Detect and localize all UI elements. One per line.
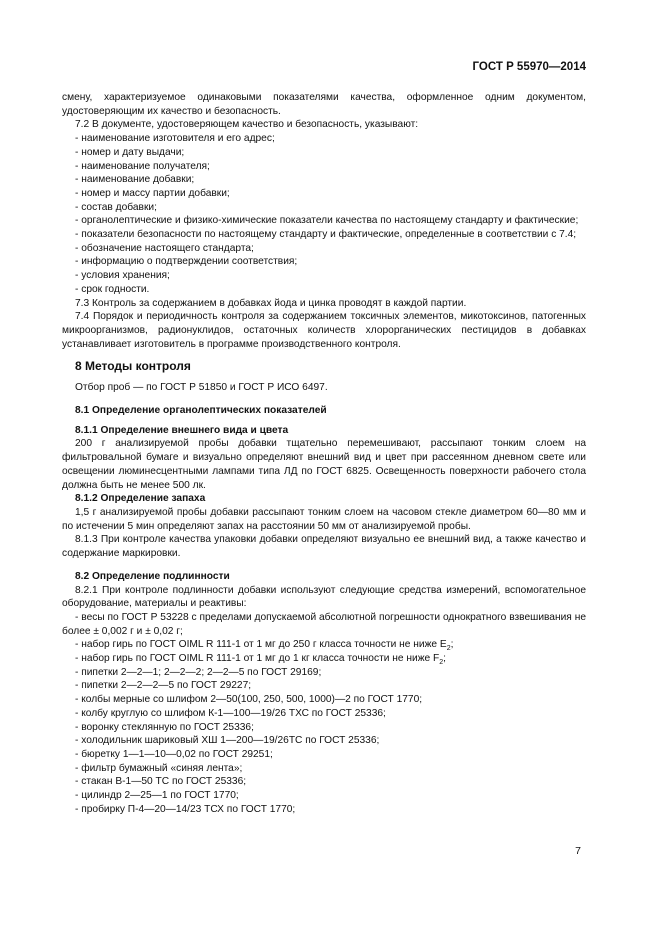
paragraph: - срок годности. xyxy=(75,283,150,295)
list-item: - фильтр бумажный «синяя лента»; xyxy=(75,762,243,774)
paragraph: смену, характеризуемое одинаковыми показателями качества, оформленное одним документом, удостоверяющим их качество и безопасность. xyxy=(62,92,586,117)
list-item: - стакан В-1—50 ТС по ГОСТ 25336; xyxy=(75,776,247,788)
list-item: - пипетки 2—2—2—5 по ГОСТ 29227; xyxy=(75,680,252,692)
paragraph: 7.3 Контроль за содержанием в добавках йода и цинка проводят в каждой партии. xyxy=(75,297,467,309)
top-paragraphs xyxy=(62,91,586,351)
section-8-2-1-text: 8.2.1 При контроле подлинности добавки используют следующие средства измерений, вспомогательное оборудование, материалы и реактивы: xyxy=(62,584,586,610)
paragraph: - наименование добавки; xyxy=(75,174,195,186)
paragraph: - условия хранения; xyxy=(75,270,170,282)
section-8-heading: 8 Методы контроля xyxy=(75,359,191,374)
paragraph: - состав добавки; xyxy=(75,201,157,213)
list-item: - холодильник шариковый ХШ 1—200—19/26ТС по ГОСТ 25336; xyxy=(75,735,380,747)
section-8-1-heading: 8.1 Определение органолептических показателей xyxy=(75,405,327,417)
list-item: - колбы мерные со шлифом 2—50(100, 250, 500, 1000)—2 по ГОСТ 1770; xyxy=(75,694,423,706)
paragraph: 7.4 Порядок и периодичность контроля за содержанием токсичных элементов, микотоксинов, патогенных микроорганизмов, радионуклидов, остаточных количеств хлорорганических пестицидов в добавках устанавливает изготовитель в программе производственного контроля. xyxy=(62,311,586,350)
list-item: - пробирку П-4—20—14/23 ТСХ по ГОСТ 1770; xyxy=(75,803,296,815)
list-item: - набор гирь по ГОСТ OIML R 111-1 от 1 мг до 1 кг класса точности не ниже $F_2$; xyxy=(75,653,446,667)
page-content xyxy=(62,91,586,816)
paragraph: - органолептические и физико-химические показатели качества по настоящему стандарту и фактические; xyxy=(75,215,579,227)
page-number: 7 xyxy=(575,845,581,857)
list-item: - колбу круглую со шлифом К-1—100—19/26 ТХС по ГОСТ 25336; xyxy=(75,707,386,719)
list-item: - набор гирь по ГОСТ OIML R 111-1 от 1 мг до 250 г класса точности не ниже $E_2$; xyxy=(75,639,454,653)
sampling-paragraph: Отбор проб — по ГОСТ Р 51850 и ГОСТ Р ИСО 6497. xyxy=(75,382,328,394)
list-item: - весы по ГОСТ Р 53228 с пределами допускаемой абсолютной погрешности однократного взвешивания не более ± 0,002 г и ± 0,02 г; xyxy=(62,611,586,637)
paragraph: - номер и массу партии добавки; xyxy=(75,187,230,199)
section-8-1-2-text: 1,5 г анализируемой пробы добавки рассыпают тонким слоем на часовом стекле диаметром 60—80 мм и по истечении 5 мин определяют запах на расстоянии 50 мм от анализируемой пробы. xyxy=(62,506,586,532)
section-8-2-heading: 8.2 Определение подлинности xyxy=(75,570,230,582)
equipment-list xyxy=(62,611,586,817)
section-8-1-1-heading: 8.1.1 Определение внешнего вида и цвета xyxy=(75,424,289,436)
paragraph: - наименование получателя; xyxy=(75,160,210,172)
document-code-header: ГОСТ Р 55970—2014 xyxy=(472,61,586,73)
paragraph: - информацию о подтверждении соответствия; xyxy=(75,256,298,268)
list-item: - цилиндр 2—25—1 по ГОСТ 1770; xyxy=(75,790,239,802)
paragraph: - наименование изготовителя и его адрес; xyxy=(75,133,275,145)
section-8-1-3-text: 8.1.3 При контроле качества упаковки добавки определяют визуально ее внешний вид, а также качество и содержание маркировки. xyxy=(62,534,586,560)
section-8-1-1-text: 200 г анализируемой пробы добавки тщательно перемешивают, рассыпают тонким слоем на фильтровальной бумаге и визуально определяют внешний вид и цвет при рассеянном дневном свете или освещении люминесцентными лампами типа ЛД по ГОСТ 6825. Освещенность поверхности рабочего стола должна быть не менее 500 лк. xyxy=(62,438,586,491)
section-8-1-2-heading: 8.1.2 Определение запаха xyxy=(75,493,206,505)
list-item: - бюретку 1—1—10—0,02 по ГОСТ 29251; xyxy=(75,748,273,760)
paragraph: - обозначение настоящего стандарта; xyxy=(75,242,254,254)
paragraph: 7.2 В документе, удостоверяющем качество и безопасность, указывают: xyxy=(75,119,419,131)
list-item: - воронку стеклянную по ГОСТ 25336; xyxy=(75,721,254,733)
paragraph: - показатели безопасности по настоящему стандарту и фактические, определенные в соответствии с 7.4; xyxy=(75,229,577,241)
list-item: - пипетки 2—2—1; 2—2—2; 2—2—5 по ГОСТ 29169; xyxy=(75,666,322,678)
paragraph: - номер и дату выдачи; xyxy=(75,146,185,158)
